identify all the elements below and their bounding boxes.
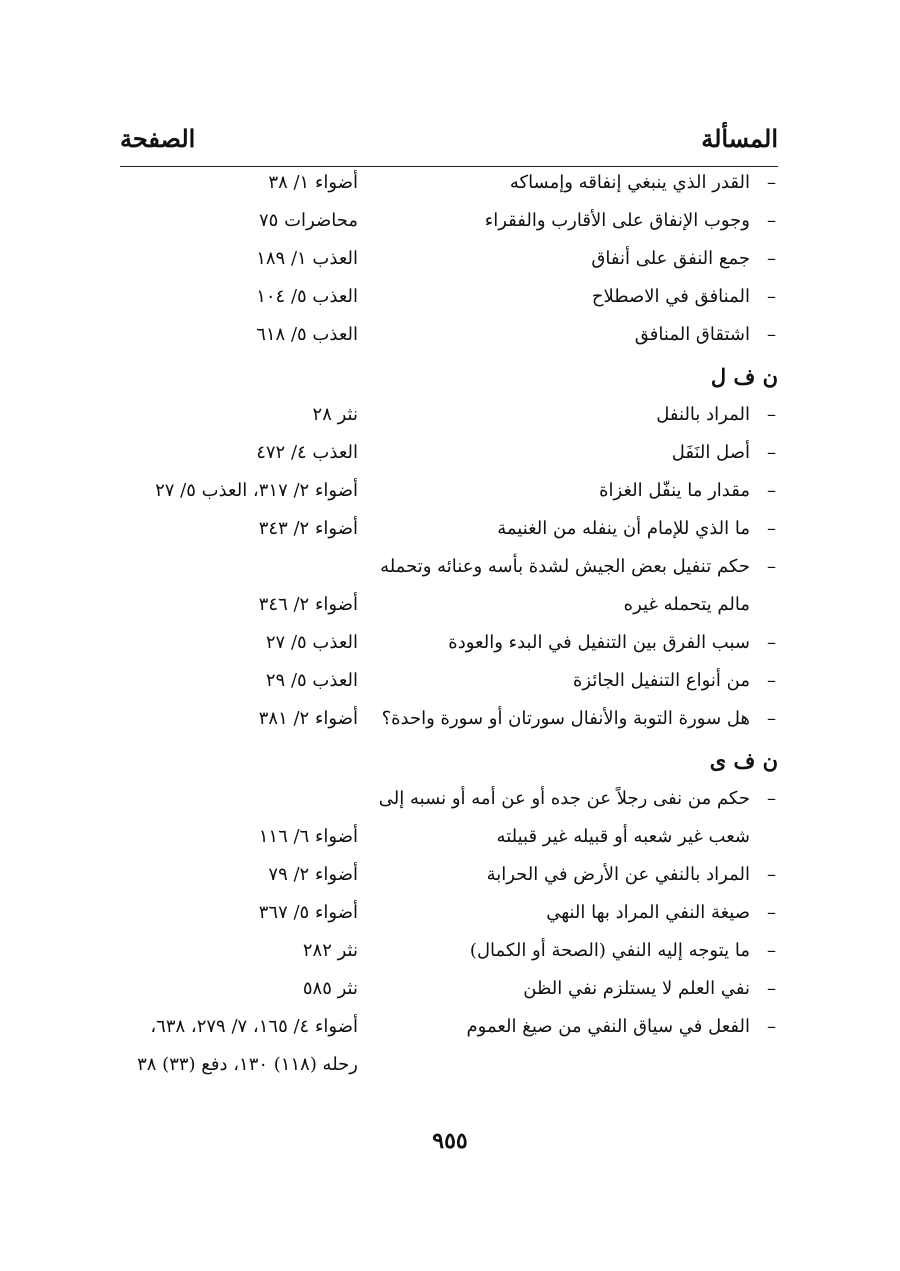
entry-topic: سبب الفرق بين التنفيل في البدء والعودة (448, 632, 750, 653)
list-item (120, 248, 778, 280)
bullet-dash: – (767, 518, 776, 539)
list-item (120, 1016, 778, 1048)
list-item (120, 404, 778, 436)
entry-topic: حكم تنفيل بعض الجيش لشدة بأسه وعنائه وتحمله (380, 556, 750, 577)
entry-topic: وجوب الإنفاق على الأقارب والفقراء (484, 210, 750, 231)
bullet-dash: – (767, 172, 776, 193)
entry-reference: أضواء ٢/ ٧٩ (268, 864, 358, 885)
list-item (120, 864, 778, 896)
list-item-continuation (120, 826, 778, 858)
entry-reference: نثر ٢٨ (312, 404, 358, 425)
entry-reference: العذب ٥/ ٢٧ (265, 632, 358, 653)
entry-reference: أضواء ٦/ ١١٦ (258, 826, 358, 847)
entry-topic: الفعل في سياق النفي من صيغ العموم (466, 1016, 750, 1037)
entry-topic: المراد بالنفي عن الأرض في الحرابة (486, 864, 750, 885)
entry-reference: العذب ٥/ ١٠٤ (256, 286, 358, 307)
list-item (120, 172, 778, 204)
bullet-dash: – (767, 670, 776, 691)
entry-topic: المنافق في الاصطلاح (591, 286, 750, 307)
list-item (120, 556, 778, 588)
entry-topic: من أنواع التنفيل الجائزة (572, 670, 750, 691)
section-heading: ن ف ل (710, 364, 778, 389)
bullet-dash: – (767, 632, 776, 653)
entry-topic: ما الذي للإمام أن ينفله من الغنيمة (497, 518, 750, 539)
entry-reference: أضواء ٥/ ٣٦٧ (258, 902, 358, 923)
page-column-heading: الصفحة (120, 124, 196, 153)
entry-topic: ما يتوجه إليه النفي (الصحة أو الكمال) (469, 940, 750, 961)
entry-topic-continuation: شعب غير شعبه أو قبيله غير قبيلته (496, 826, 750, 847)
bullet-dash: – (767, 442, 776, 463)
entry-reference: العذب ٥/ ٦١٨ (256, 324, 358, 345)
list-item (120, 286, 778, 318)
list-item (120, 902, 778, 934)
bullet-dash: – (767, 978, 776, 999)
entry-topic: نفي العلم لا يستلزم نفي الظن (523, 978, 750, 999)
entry-reference: العذب ٤/ ٤٧٢ (256, 442, 358, 463)
list-item (120, 978, 778, 1010)
entry-reference: نثر ٥٨٥ (302, 978, 358, 999)
entry-reference: العذب ١/ ١٨٩ (256, 248, 358, 269)
issue-column-heading: المسألة (701, 124, 778, 153)
bullet-dash: – (767, 404, 776, 425)
bullet-dash: – (767, 788, 776, 809)
list-item (120, 480, 778, 512)
list-item (120, 518, 778, 550)
list-item (120, 210, 778, 242)
entry-reference: أضواء ٤/ ١٦٥، ٧/ ٢٧٩، ٦٣٨، (150, 1016, 358, 1037)
list-item (120, 670, 778, 702)
header-divider (120, 166, 778, 167)
bullet-dash: – (767, 708, 776, 729)
entry-reference: أضواء ١/ ٣٨ (268, 172, 358, 193)
table-header (120, 124, 778, 160)
entry-reference: نثر ٢٨٢ (302, 940, 358, 961)
entry-reference: أضواء ٢/ ٣٤٣ (258, 518, 358, 539)
bullet-dash: – (767, 1016, 776, 1037)
entry-reference: محاضرات ٧٥ (259, 210, 358, 231)
list-item (120, 442, 778, 474)
list-item (120, 324, 778, 356)
list-item-continuation (120, 594, 778, 626)
entry-topic: صيغة النفي المراد بها النهي (546, 902, 750, 923)
entry-reference-continuation: رحله (١١٨) ١٣٠، دفع (٣٣) ٣٨ (137, 1054, 358, 1075)
entry-reference: العذب ٥/ ٢٩ (265, 670, 358, 691)
entry-topic: المراد بالنفل (656, 404, 750, 425)
list-item (120, 940, 778, 972)
entry-topic: أصل النَفَل (671, 442, 750, 463)
bullet-dash: – (767, 248, 776, 269)
entry-reference: أضواء ٢/ ٣١٧، العذب ٥/ ٢٧ (155, 480, 358, 501)
entry-topic: اشتقاق المنافق (634, 324, 750, 345)
section-heading: ن ف ى (709, 748, 778, 773)
bullet-dash: – (767, 480, 776, 501)
bullet-dash: – (767, 210, 776, 231)
list-item (120, 708, 778, 740)
entry-topic: مقدار ما ينفّل الغزاة (599, 480, 750, 501)
page-number: ٩٥٥ (432, 1128, 468, 1154)
bullet-dash: – (767, 940, 776, 961)
entry-topic: جمع النفق على أنفاق (591, 248, 750, 269)
entry-topic: هل سورة التوبة والأنفال سورتان أو سورة واحدة؟ (381, 708, 750, 729)
bullet-dash: – (767, 324, 776, 345)
bullet-dash: – (767, 864, 776, 885)
entry-topic: حكم من نفى رجلاً عن جده أو عن أمه أو نسبه إلى (378, 788, 750, 809)
list-item-continuation (120, 1054, 778, 1086)
list-item (120, 788, 778, 820)
bullet-dash: – (767, 902, 776, 923)
bullet-dash: – (767, 286, 776, 307)
bullet-dash: – (767, 556, 776, 577)
entry-reference: أضواء ٢/ ٣٨١ (258, 708, 358, 729)
entry-topic-continuation: مالم يتحمله غيره (623, 594, 750, 615)
list-item (120, 632, 778, 664)
entry-topic: القدر الذي ينبغي إنفاقه وإمساكه (509, 172, 750, 193)
entry-reference: أضواء ٢/ ٣٤٦ (258, 594, 358, 615)
